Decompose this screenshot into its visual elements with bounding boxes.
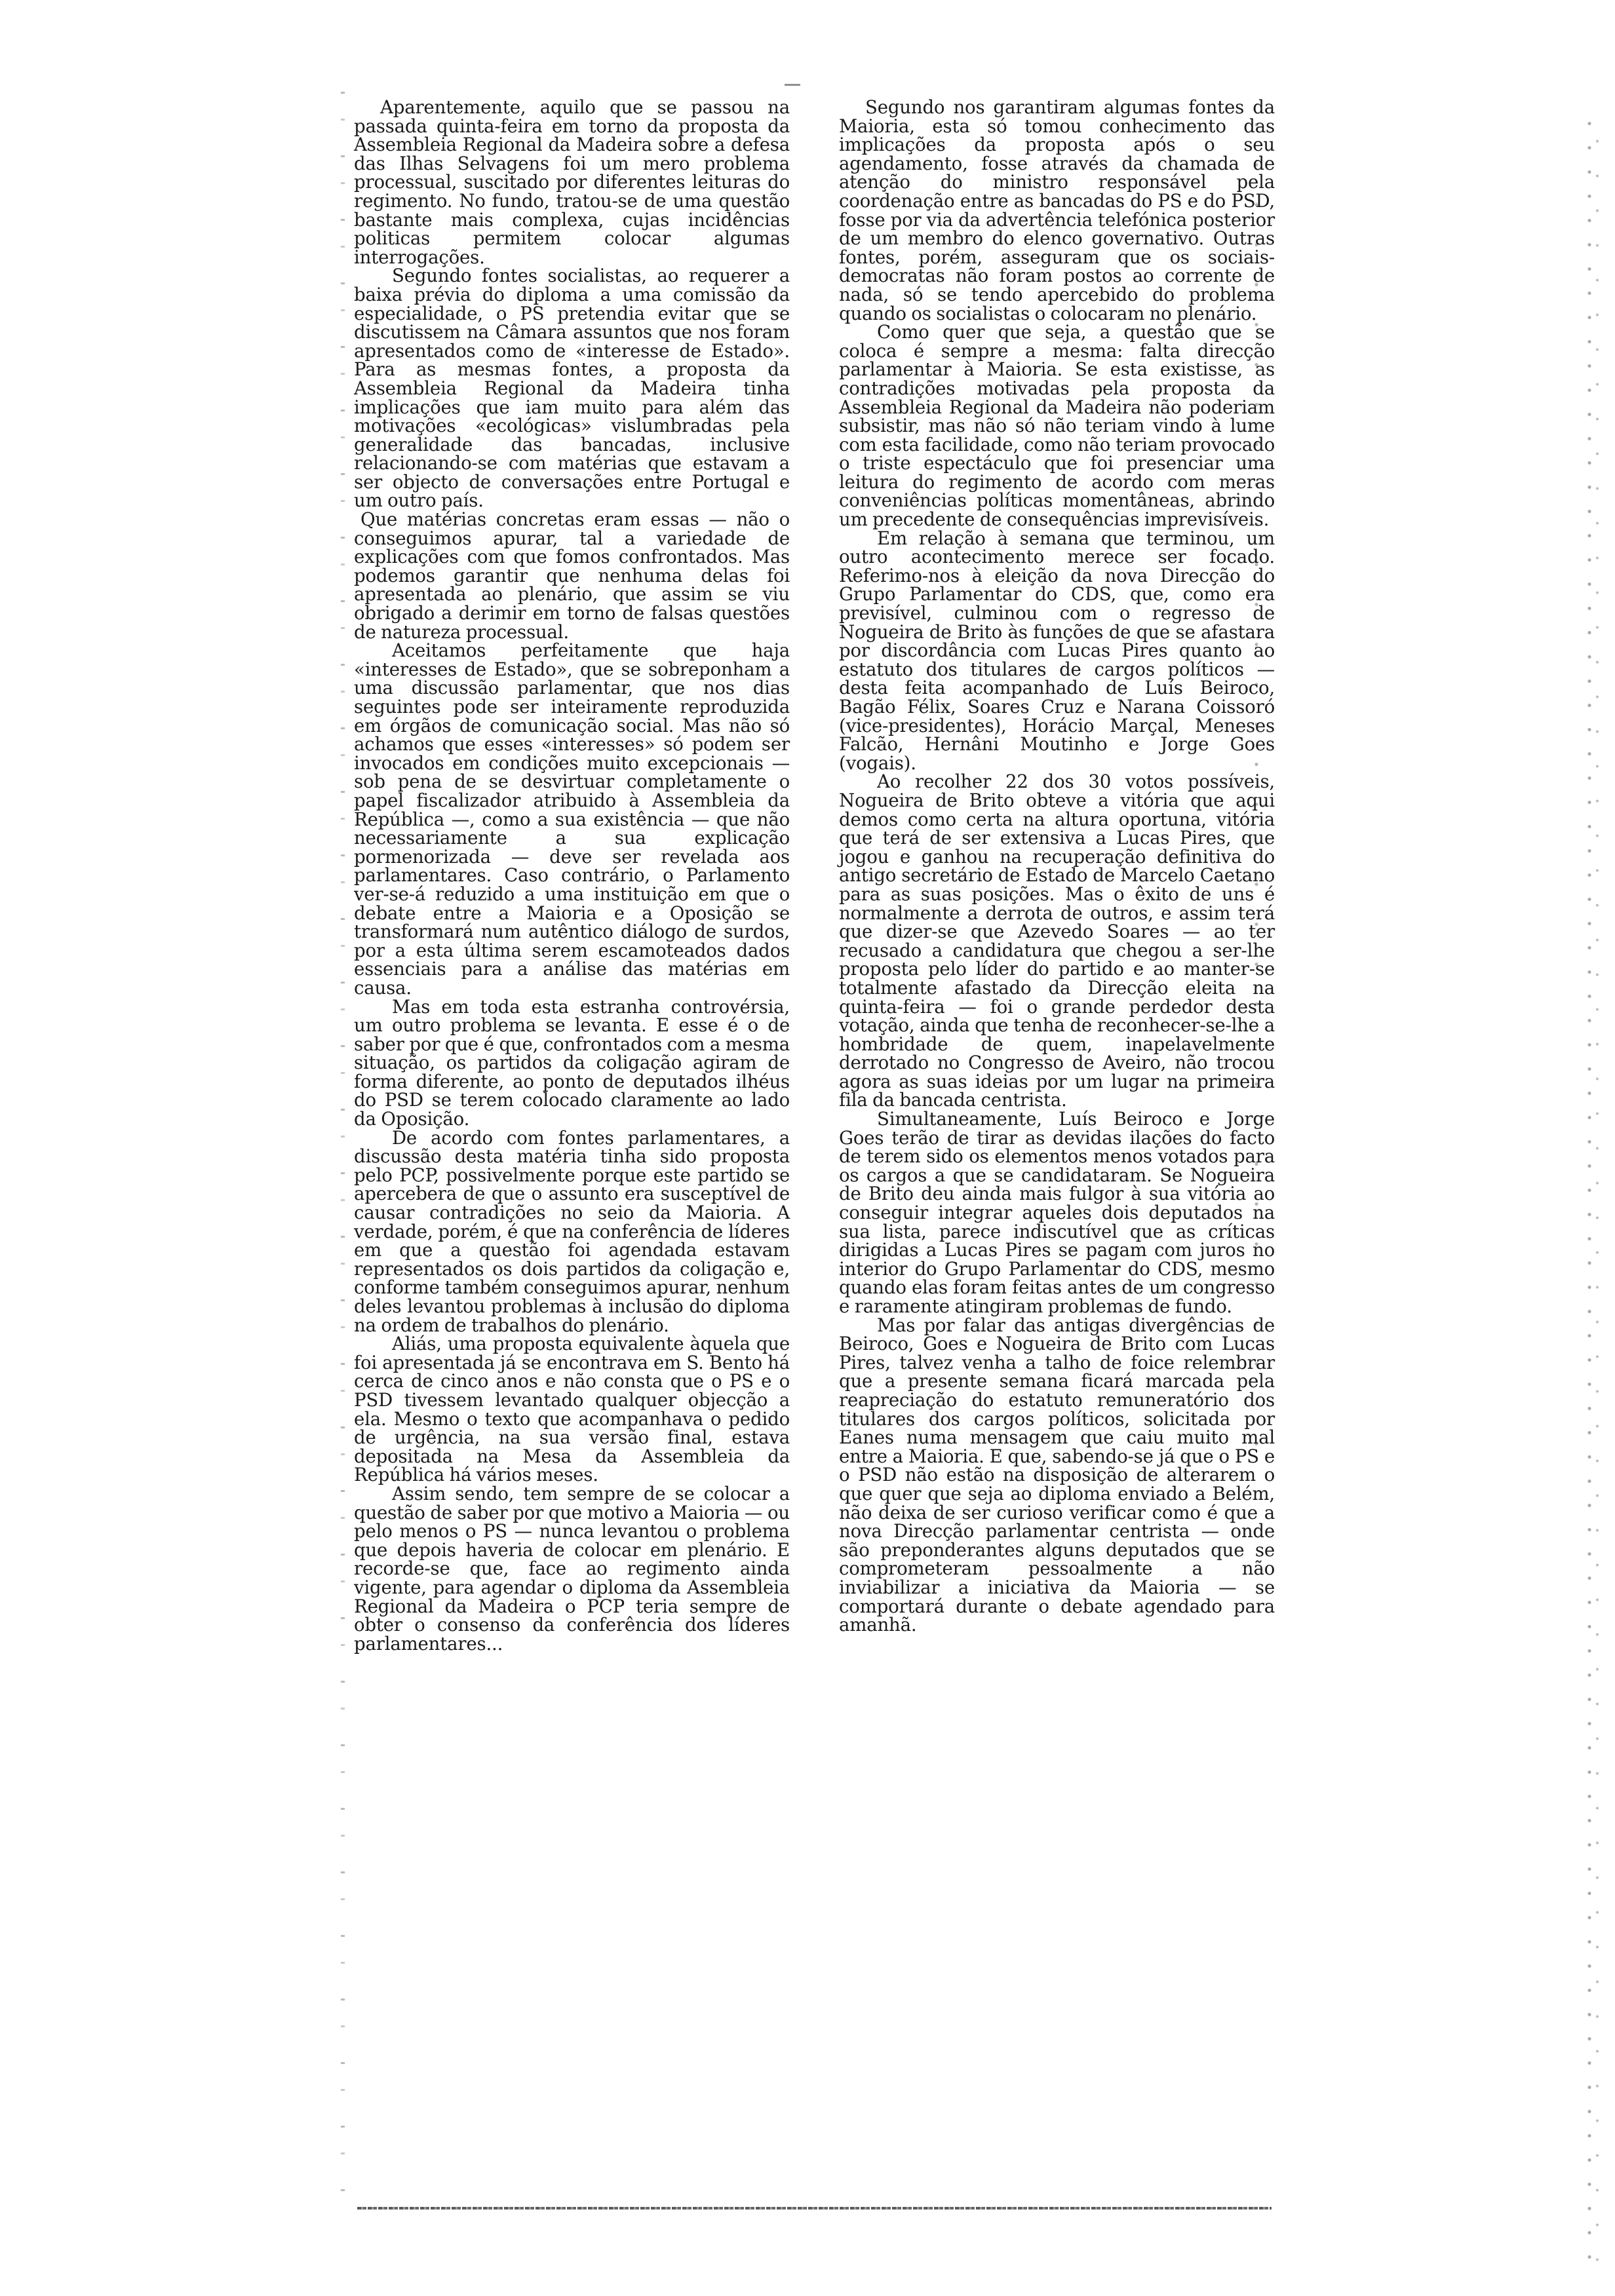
paragraph: Simultaneamente, Luís Beiroco e Jorge Goes terão de tirar as devidas ilações do facto de terem sido os elementos menos votados para os cargos a que se candidataram. Se Nogueira de Brito deu ainda mais fulgor à sua vitória ao conseguir integrar aqueles dois deputados na sua lista, parece indiscutível que as críticas dirigidas a Lucas Pires se pagam com juros no interior do Grupo Parlamentar do CDS, mesmo quando elas foram feitas antes de um congresso e raramente atingiram problemas de fundo.: [839, 1108, 1275, 1317]
paragraph: Aliás, uma proposta equivalente àquela que foi apresentada já se encontrava em S. Bento há cerca de cinco anos e não consta que o PS e o PSD tivessem levantado qualquer objecção a ela. Mesmo o texto que acompanhava o pedido de urgência, na sua versão final, estava depositada na Mesa da Assembleia da República há vários meses.: [354, 1333, 790, 1486]
paragraph: Segundo nos garantiram algumas fontes da Maioria, esta só tomou conhecimento das implicações da proposta após o seu agendamento, fosse através da chamada de atenção do ministro responsável pela coordenação entre as bancadas do PS e do PSD, fosse por via da advertência telefónica posterior de um membro do elenco governativo. Outras fontes, porém, asseguram que os sociais-democratas não foram postos ao corrente de nada, só se tendo apercebido do problema quando os socialistas o colocaram no plenário.: [839, 96, 1275, 324]
paragraph: Ao recolher 22 dos 30 votos possíveis, Nogueira de Brito obteve a vitória que aqui demos como certa na altura oportuna, vitória que terá de ser extensiva a Lucas Pires, que jogou e ganhou na recuperação definitiva do antigo secretário de Estado de Marcelo Caetano para as suas posições. Mas o êxito de uns é normalmente a derrota de outros, e assim terá que dizer-se que Azevedo Soares — ao ter recusado a candidatura que chegou a ser-lhe proposta pelo líder do partido e ao manter-se totalmente afastado da Direcção eleita na quinta-feira — foi o grande perdedor desta votação, ainda que tenha de reconhecer-se-lhe a hombridade de quem, inapelavelmente derrotado no Congresso de Aveiro, não trocou agora as suas ideias por um lugar na primeira fila da bancada centrista.: [839, 771, 1275, 1111]
paragraph: Assim sendo, tem sempre de se colocar a questão de saber por que motivo a Maioria — ou pelo menos o PS — nunca levantou o problema que depois haveria de colocar em plenário. E recorde-se que, face ao regimento ainda vigente, para agendar o diploma da Assembleia Regional da Madeira o PCP teria sempre de obter o consenso da conferência dos líderes parlamentares...: [354, 1482, 790, 1655]
scan-right-edge-marks: [1580, 111, 1599, 2274]
article-left-column: [354, 98, 790, 1653]
paragraph: Mas em toda esta estranha controvérsia, um outro problema se levanta. E esse é o de saber por que é que, confrontados com a mesma situação, os partidos da coligação agiram de forma diferente, ao ponto de deputados ilhéus do PSD se terem colocado claramente ao lado da Oposição.: [354, 995, 790, 1130]
scan-top-mark: [785, 84, 800, 86]
paragraph: Como quer que seja, a questão que se coloca é sempre a mesma: falta direcção parlamentar à Maioria. Se esta existisse, as contradições motivadas pela proposta da Assembleia Regional da Madeira não poderiam subsistir, mas não só não teriam vindo à lume com esta facilidade, como não teriam provocado o triste espectáculo que foi presenciar uma leitura do regimento de acordo com meras conveniências políticas momentâneas, abrindo um precedente de consequências imprevisíveis.: [839, 321, 1275, 531]
paragraph: Aceitamos perfeitamente que haja «interesses de Estado», que se sobreponham a uma discussão parlamentar, que nos dias seguintes pode ser inteiramente reproduzida em órgãos de comunicação social. Mas não só achamos que esses «interesses» só podem ser invocados em condições muito excepcionais — sob pena de se desvirtuar completamente o papel fiscalizador atribuido à Assembleia da República —, como a sua existência — que não necessariamente a sua explicação pormenorizada — deve ser revelada aos parlamentares. Caso contrário, o Parlamento ver-se-á reduzido a uma instituição em que o debate entre a Maioria e a Oposição se transformará num autêntico diálogo de surdos, por a esta última serem escamoteados dados essenciais para a análise das matérias em causa.: [354, 640, 790, 999]
paragraph: Em relação à semana que terminou, um outro acontecimento merece ser focado. Referimo-nos à eleição da nova Direcção do Grupo Parlamentar do CDS, que, como era previsível, culminou com o regresso de Nogueira de Brito às funções de que se afastara por discordância com Lucas Pires quanto ao estatuto dos titulares de cargos políticos — desta feita acompanhado de Luís Beiroco, Bagão Félix, Soares Cruz e Narana Coissoró (vice-presidentes), Horácio Marçal, Meneses Falcão, Hernâni Moutinho e Jorge Goes (vogais).: [839, 527, 1275, 774]
paragraph: Que matérias concretas eram essas — não o conseguimos apurar, tal a variedade de explicações com que fomos confrontados. Mas podemos garantir que nenhuma delas foi apresentada ao plenário, que assim se viu obrigado a derimir em torno de falsas questões de natureza processual.: [354, 508, 790, 643]
scan-bottom-edge: [357, 2207, 1272, 2210]
newspaper-clipping: [354, 96, 1275, 2228]
article-right-column: [839, 98, 1275, 1635]
paragraph: Aparentemente, aquilo que se passou na passada quinta-feira em torno da proposta da Assembleia Regional da Madeira sobre a defesa das Ilhas Selvagens foi um mero problema processual, suscitado por diferentes leituras do regimento. No fundo, tratou-se de uma questão bastante mais complexa, cujas incidências politicas permitem colocar algumas interrogações.: [354, 96, 790, 268]
scan-left-edge-marks: [341, 92, 345, 2208]
paragraph: Segundo fontes socialistas, ao requerer a baixa prévia do diploma a uma comissão da especialidade, o PS pretendia evitar que se discutissem na Câmara assuntos que nos foram apresentados como de «interesse de Estado». Para as mesmas fontes, a proposta da Assembleia Regional da Madeira tinha implicações que iam muito para além das motivações «ecológicas» vislumbradas pela generalidade das bancadas, inclusive relacionando-se com matérias que estavam a ser objecto de conversações entre Portugal e um outro país.: [354, 265, 790, 512]
paragraph: De acordo com fontes parlamentares, a discussão desta matéria tinha sido proposta pelo PCP, possivelmente porque este partido se apercebera de que o assunto era susceptível de causar contradições no seio da Maioria. A verdade, porém, é que na conferência de líderes em que a questão foi agendada estavam representados os dois partidos da coligação e, conforme também conseguimos apurar, nenhum deles levantou problemas à inclusão do diploma na ordem de trabalhos do plenário.: [354, 1126, 790, 1336]
paragraph: Mas por falar das antigas divergências de Beiroco, Goes e Nogueira de Brito com Lucas Pires, talvez venha a talho de foice relembrar que a presente semana ficará marcada pela reapreciação do estatuto remuneratório dos titulares dos cargos políticos, solicitada por Eanes numa mensagem que caiu muito mal entre a Maioria. E que, sabendo-se já que o PS e o PSD não estão na disposição de alterarem o que quer que seja ao diploma enviado a Belém, não deixa de ser curioso verificar como é que a nova Direcção parlamentar centrista — onde são preponderantes alguns deputados que se comprometeram pessoalmente a não inviabilizar a iniciativa da Maioria — se comportará durante o debate agendado para amanhã.: [839, 1314, 1275, 1636]
